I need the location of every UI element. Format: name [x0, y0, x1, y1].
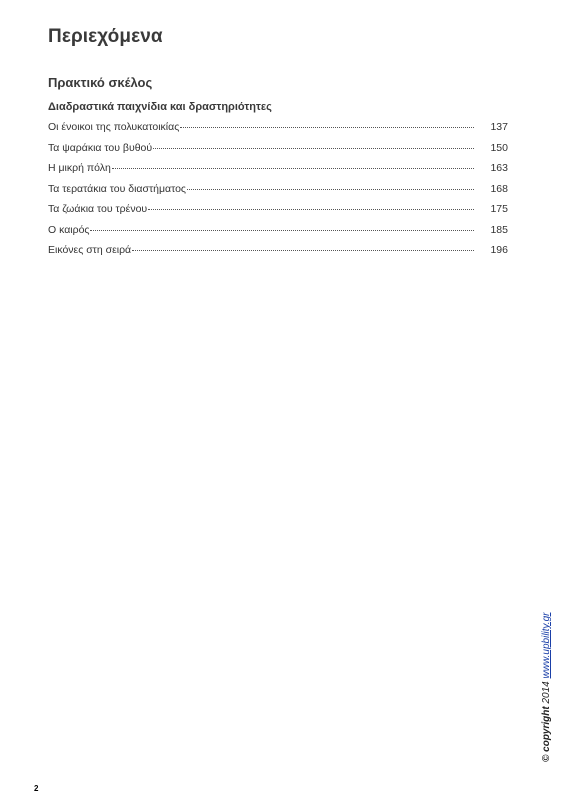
subsection-heading: Διαδραστικά παιχνίδια και δραστηριότητες [48, 101, 272, 113]
toc-entry-title: Η μικρή πόλη [48, 162, 111, 174]
dot-leader [132, 250, 474, 251]
toc-entry-title: Εικόνες στη σειρά [48, 244, 132, 256]
toc-entry[interactable] [48, 244, 508, 265]
toc-entry-title: Οι ένοικοι της πολυκατοικίας [48, 121, 180, 133]
toc-entry[interactable] [48, 121, 508, 142]
copyright-word: copyright [541, 706, 552, 752]
toc-entry-page: 163 [490, 162, 508, 174]
toc-entry-title: Ο καιρός [48, 223, 90, 236]
dot-leader [112, 168, 474, 169]
toc-entry-page: 175 [490, 203, 508, 215]
copyright-link[interactable]: www.upbility.gr [541, 612, 552, 679]
page-title: Περιεχόμενα [48, 26, 163, 47]
dot-leader [180, 127, 474, 128]
toc-entry-page: 168 [490, 182, 508, 195]
toc-entry-page: 196 [490, 244, 508, 256]
section-heading: Πρακτικό σκέλος [48, 75, 153, 90]
dot-leader [153, 148, 474, 149]
copyright-year: 2014 [541, 681, 552, 704]
toc-entry-page: 185 [490, 223, 508, 236]
table-of-contents [48, 121, 508, 265]
toc-entry[interactable] [48, 142, 508, 163]
dot-leader [148, 209, 474, 210]
page-number: 2 [34, 784, 39, 793]
copyright-symbol: © [541, 754, 552, 762]
toc-entry[interactable] [48, 162, 508, 183]
toc-entry-title: Τα ψαράκια του βυθού [48, 141, 153, 154]
dot-leader [90, 230, 474, 231]
toc-entry-title: Τα ζωάκια του τρένου [48, 203, 148, 215]
copyright-notice [541, 613, 552, 762]
toc-entry-page: 137 [490, 121, 508, 133]
toc-entry[interactable] [48, 224, 508, 245]
dot-leader [187, 189, 474, 190]
toc-entry-title: Τα τερατάκια του διαστήματος [48, 182, 186, 195]
toc-entry[interactable] [48, 203, 508, 224]
toc-entry-page: 150 [490, 141, 508, 154]
toc-entry[interactable] [48, 183, 508, 204]
